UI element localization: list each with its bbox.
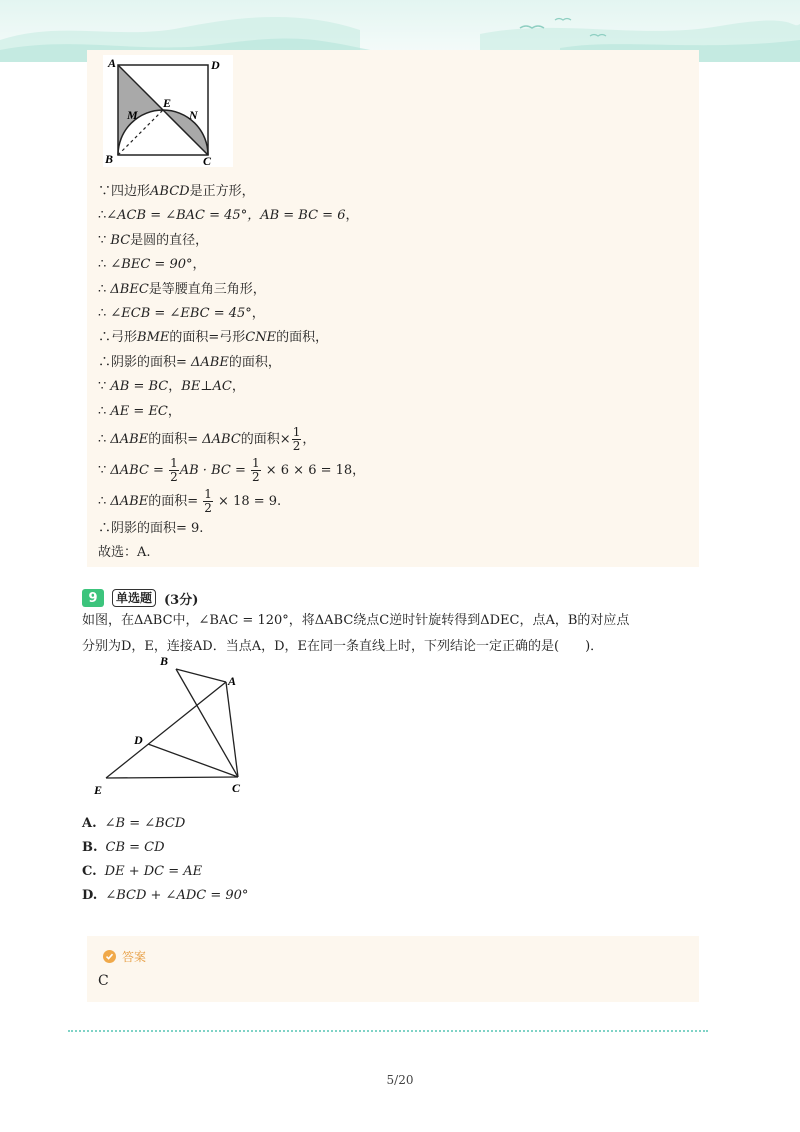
option-b[interactable]: B. CB = CD: [82, 840, 165, 855]
step-line: ∴ AE = EC，: [98, 403, 181, 419]
answer-header: [103, 948, 146, 965]
answer-value: C: [98, 973, 109, 989]
option-d[interactable]: D. ∠BCD + ∠ADC = 90°: [82, 888, 249, 903]
label-e: E: [94, 783, 103, 797]
label-c: C: [203, 154, 212, 167]
label-c: C: [232, 781, 241, 795]
label-d: D: [134, 733, 143, 747]
question-header: [82, 588, 198, 608]
option-a[interactable]: A. ∠B = ∠BCD: [82, 816, 186, 831]
step-line: ∴阴影的面积= 9.: [98, 520, 204, 536]
fraction: $\frac{1}{2}$: [251, 455, 260, 484]
page-number: 5/20: [386, 1073, 414, 1087]
label-d: D: [211, 58, 220, 72]
square-semicircle-figure: [103, 55, 233, 167]
fraction: $\frac{1}{2}$: [292, 424, 301, 453]
solution-steps: [98, 180, 365, 566]
question-type-tag: 单选题: [112, 589, 156, 607]
step-line: ∵四边形ABCD是正方形，: [98, 184, 255, 199]
option-c[interactable]: C. DE + DC = AE: [82, 864, 203, 879]
fraction: $\frac{1}{2}$: [170, 455, 178, 484]
label-m: M: [127, 108, 138, 122]
step-line: ∴ ∠ECB = ∠EBC = 45°，: [98, 305, 265, 321]
label-b: B: [160, 654, 169, 668]
step-line: ∵ ΔABC = $\frac{1}{2}$ AB · BC = $\frac{1}{2}$ × 6 × 6 = 18，: [98, 455, 366, 484]
question-line-1: 如图，在ΔABC中，∠BAC = 120°，将ΔABC绕点C逆时针旋转得到ΔDEC，点A，B的对应点: [82, 613, 630, 628]
step-line: ∴ ΔABE的面积= $\frac{1}{2}$ × 18 = 9.: [98, 486, 282, 515]
label-a: A: [108, 56, 117, 70]
question-number-badge: 9: [82, 589, 104, 607]
step-line: 故选：A.: [98, 545, 151, 561]
label-n: N: [189, 108, 198, 122]
step-line: ∴ ΔBEC是等腰直角三角形，: [98, 281, 266, 297]
answer-title: 答案: [122, 950, 147, 964]
question-score: (3分): [164, 592, 199, 608]
label-b: B: [105, 152, 114, 166]
step-line: ∵ BC是圆的直径，: [98, 232, 209, 248]
section-divider: [68, 1030, 708, 1032]
answer-panel: [87, 936, 699, 1002]
step-line: ∴阴影的面积= ΔABE的面积，: [98, 354, 281, 370]
step-line: ∴ ∠BEC = 90°，: [98, 257, 206, 273]
answer-options: [82, 812, 248, 908]
question-line-2: 分别为D，E，连接AD．当点A，D，E在同一条直线上时，下列结论一定正确的是( )．: [82, 639, 604, 654]
check-icon: [103, 950, 116, 963]
label-a: A: [228, 674, 237, 688]
step-line: ∵ AB = BC，BE⊥AC，: [98, 379, 245, 395]
step-line: ∴ ΔABE的面积= ΔABC的面积× $\frac{1}{2}$ ，: [98, 424, 316, 453]
step-line: ∴弓形BME的面积=弓形CNE的面积，: [98, 330, 329, 346]
fraction: $\frac{1}{2}$: [204, 486, 212, 515]
step-line: ∴∠ACB = ∠BAC = 45°，AB = BC = 6，: [98, 208, 359, 224]
label-e: E: [163, 96, 172, 110]
rotation-triangle-figure: [88, 652, 258, 802]
